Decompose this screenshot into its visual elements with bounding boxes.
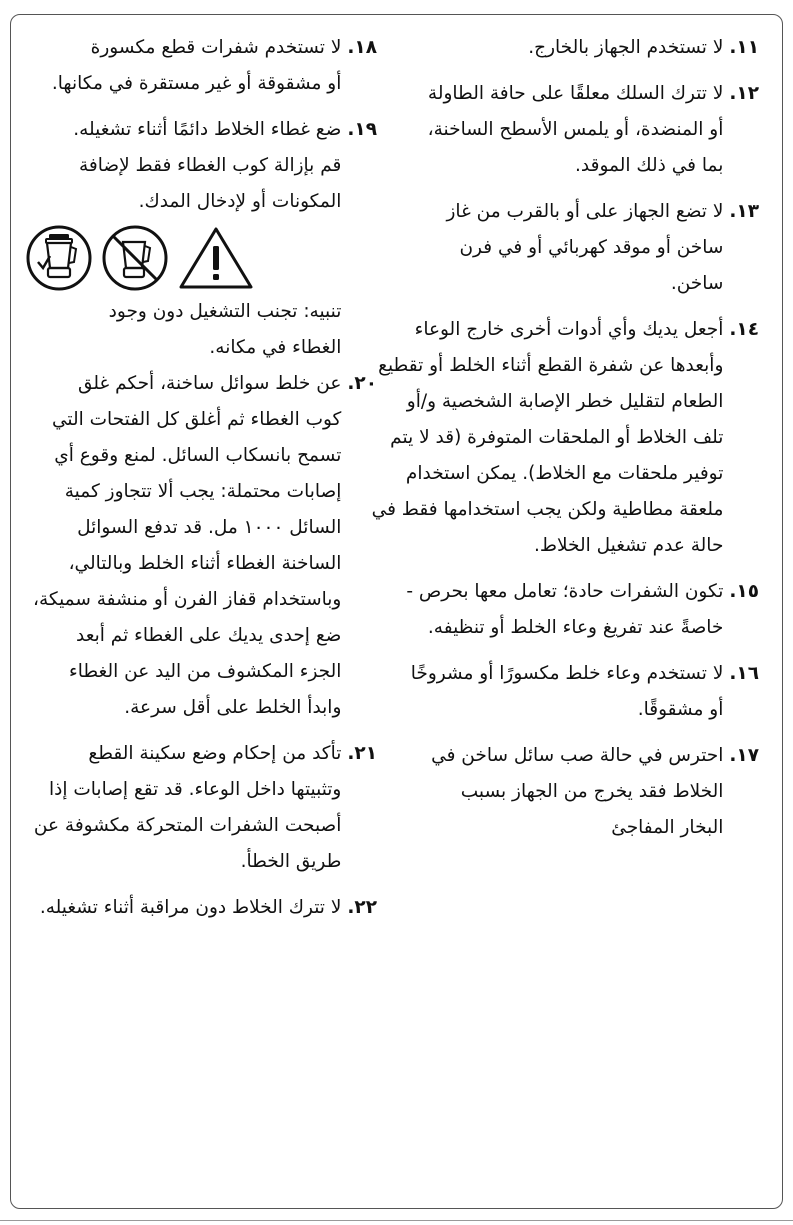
item-number: ١٤. xyxy=(729,319,759,340)
item-text: لا تترك السلك معلقًا على حافة الطاولة xyxy=(427,83,724,104)
list-item xyxy=(406,574,759,646)
item-number: ١٨. xyxy=(347,37,377,58)
item-text: الساخنة الغطاء أثناء الخلط وبالتالي، xyxy=(68,553,342,574)
caution-note xyxy=(25,294,341,366)
bottom-divider xyxy=(0,1220,793,1221)
list-item xyxy=(414,194,759,302)
list-item xyxy=(414,738,759,846)
item-text: بما في ذلك الموقد. xyxy=(575,155,724,176)
item-text: وتثبيتها داخل الوعاء. قد تقع إصابات إذا xyxy=(48,779,342,800)
item-number: ١٦. xyxy=(729,663,759,684)
blender-without-lid-prohibited-icon xyxy=(101,224,169,292)
right-column xyxy=(371,30,759,856)
item-text: لا تستخدم الجهاز بالخارج. xyxy=(528,37,724,58)
item-text: ملعقة مطاطية ولكن يجب استخدامها فقط في xyxy=(371,499,724,520)
item-number: ١٣. xyxy=(729,201,759,222)
item-text: توفير ملحقات مع الخلاط). يمكن استخدام xyxy=(405,463,724,484)
caution-text: تنبيه: تجنب التشغيل دون وجود xyxy=(108,301,342,322)
item-number: ١٥. xyxy=(729,581,759,602)
item-text: طريق الخطأ. xyxy=(240,851,342,872)
left-column xyxy=(25,30,377,936)
safety-icons xyxy=(25,224,341,292)
item-text: الطعام لتقليل خطر الإصابة الشخصية و/أو xyxy=(406,391,724,412)
item-text: لا تضع الجهاز على أو بالقرب من غاز xyxy=(446,201,724,222)
item-text: تأكد من إحكام وضع سكينة القطع xyxy=(88,743,342,764)
item-number: ١٢. xyxy=(729,83,759,104)
list-item xyxy=(25,30,377,102)
list-item xyxy=(414,76,759,184)
item-text: أصبحت الشفرات المتحركة مكشوفة عن xyxy=(33,815,342,836)
item-text: تسمح بانسكاب السائل. لمنع وقوع أي xyxy=(54,445,342,466)
item-number: ١١. xyxy=(729,37,759,58)
warning-triangle-icon xyxy=(177,224,255,292)
item-text: ساخن أو موقد كهربائي أو في فرن xyxy=(459,237,724,258)
item-text: ضع غطاء الخلاط دائمًا أثناء تشغيله. xyxy=(73,119,342,140)
item-text: لا تترك الخلاط دون مراقبة أثناء تشغيله. xyxy=(39,897,342,918)
item-text: احترس في حالة صب سائل ساخن في xyxy=(431,745,724,766)
list-item xyxy=(371,312,759,564)
item-text: قم بإزالة كوب الغطاء فقط لإضافة xyxy=(78,155,342,176)
item-text: ضع إحدى يديك على الغطاء ثم أبعد xyxy=(75,625,342,646)
item-text: لا تستخدم وعاء خلط مكسورًا أو مشروخًا xyxy=(410,663,724,684)
item-text: ساخن. xyxy=(670,273,724,294)
item-text: كوب الغطاء ثم أغلق كل الفتحات التي xyxy=(51,409,342,430)
item-text: وباستخدام قفاز الفرن أو منشفة سميكة، xyxy=(32,589,342,610)
item-text: تلف الخلاط أو الملحقات المتوفرة (قد لا يتم xyxy=(390,427,724,448)
item-number: ١٩. xyxy=(347,119,377,140)
item-text: وأبعدها عن شفرة القطع أثناء الخلط أو تقطيع xyxy=(378,355,724,376)
list-item xyxy=(414,30,759,66)
list-item xyxy=(410,656,759,728)
list-item xyxy=(25,890,377,926)
item-text: أو مشقوقًا. xyxy=(637,699,724,720)
item-text: خاصةً عند تفريغ وعاء الخلط أو تنظيفه. xyxy=(427,617,724,638)
item-text: السائل ١٠٠٠ مل. قد تدفع السوائل xyxy=(77,517,342,538)
item-text: عن خلط سوائل ساخنة، أحكم غلق xyxy=(77,373,342,394)
item-text: البخار المفاجئ xyxy=(611,817,724,838)
item-text: وابدأ الخلط على أقل سرعة. xyxy=(124,697,342,718)
item-text: لا تستخدم شفرات قطع مكسورة xyxy=(90,37,342,58)
item-text: أجعل يديك وأي أدوات أخرى خارج الوعاء xyxy=(414,319,724,340)
list-item xyxy=(25,112,377,366)
item-number: ٢٢. xyxy=(347,897,377,918)
list-item xyxy=(25,736,377,880)
item-text: حالة عدم تشغيل الخلاط. xyxy=(533,535,724,556)
item-number: ١٧. xyxy=(729,745,759,766)
blender-with-lid-check-icon xyxy=(25,224,93,292)
item-text: الخلاط فقد يخرج من الجهاز بسبب xyxy=(460,781,724,802)
item-number: ٢١. xyxy=(347,743,377,764)
item-text: إصابات محتملة: يجب ألا تتجاوز كمية xyxy=(64,481,342,502)
item-text: الجزء المكشوف من اليد عن الغطاء xyxy=(69,661,342,682)
item-text: المكونات أو لإدخال المدك. xyxy=(138,191,342,212)
item-text: تكون الشفرات حادة؛ تعامل معها بحرص - xyxy=(406,581,724,602)
caution-text: الغطاء في مكانه. xyxy=(209,337,342,358)
item-number: ٢٠. xyxy=(347,373,377,394)
item-text: أو مشقوقة أو غير مستقرة في مكانها. xyxy=(51,73,342,94)
item-text: أو المنضدة، أو يلمس الأسطح الساخنة، xyxy=(427,119,724,140)
list-item xyxy=(25,366,377,726)
